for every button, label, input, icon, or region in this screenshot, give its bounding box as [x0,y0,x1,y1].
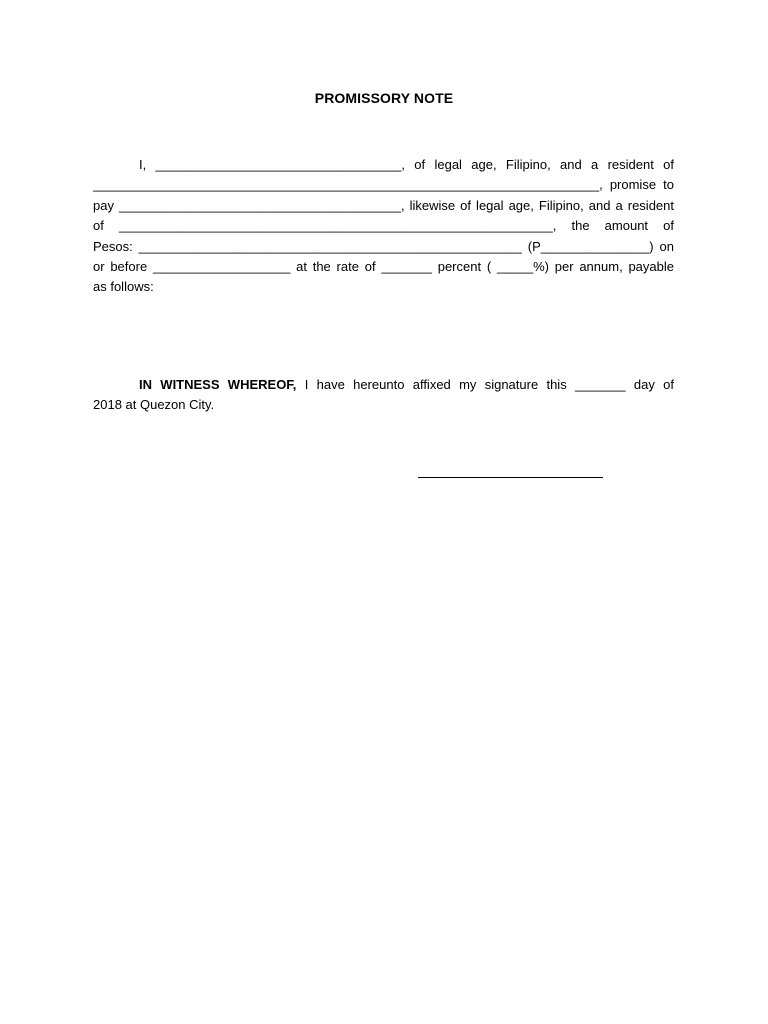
witness-paragraph [93,375,674,416]
signature-line [418,477,603,478]
paragraph-line: ______________________________________________________________________, promise to [93,177,674,193]
witness-line: 2018 at Quezon City. [93,397,215,413]
paragraph-line: pay _______________________________________, likewise of legal age, Filipino, and a resident [93,197,674,213]
paragraph-line: I, __________________________________, of legal age, Filipino, and a resident of [139,157,674,172]
paragraph-line: or before ___________________ at the rate of _______ percent ( _____%) per annum, payable [93,259,674,275]
paragraph-line: as follows: [93,279,154,295]
document-title: PROMISSORY NOTE [314,90,454,106]
witness-lead: IN WITNESS WHEREOF, [139,377,297,392]
promise-paragraph [93,155,674,298]
paragraph-line: Pesos: _____________________________________________________ (P_______________) on [93,238,674,254]
witness-line [93,375,674,395]
witness-line-text: I have hereunto affixed my signature this _______ day of [296,377,674,392]
paragraph-line: of ____________________________________________________________, the amount of [93,218,674,234]
